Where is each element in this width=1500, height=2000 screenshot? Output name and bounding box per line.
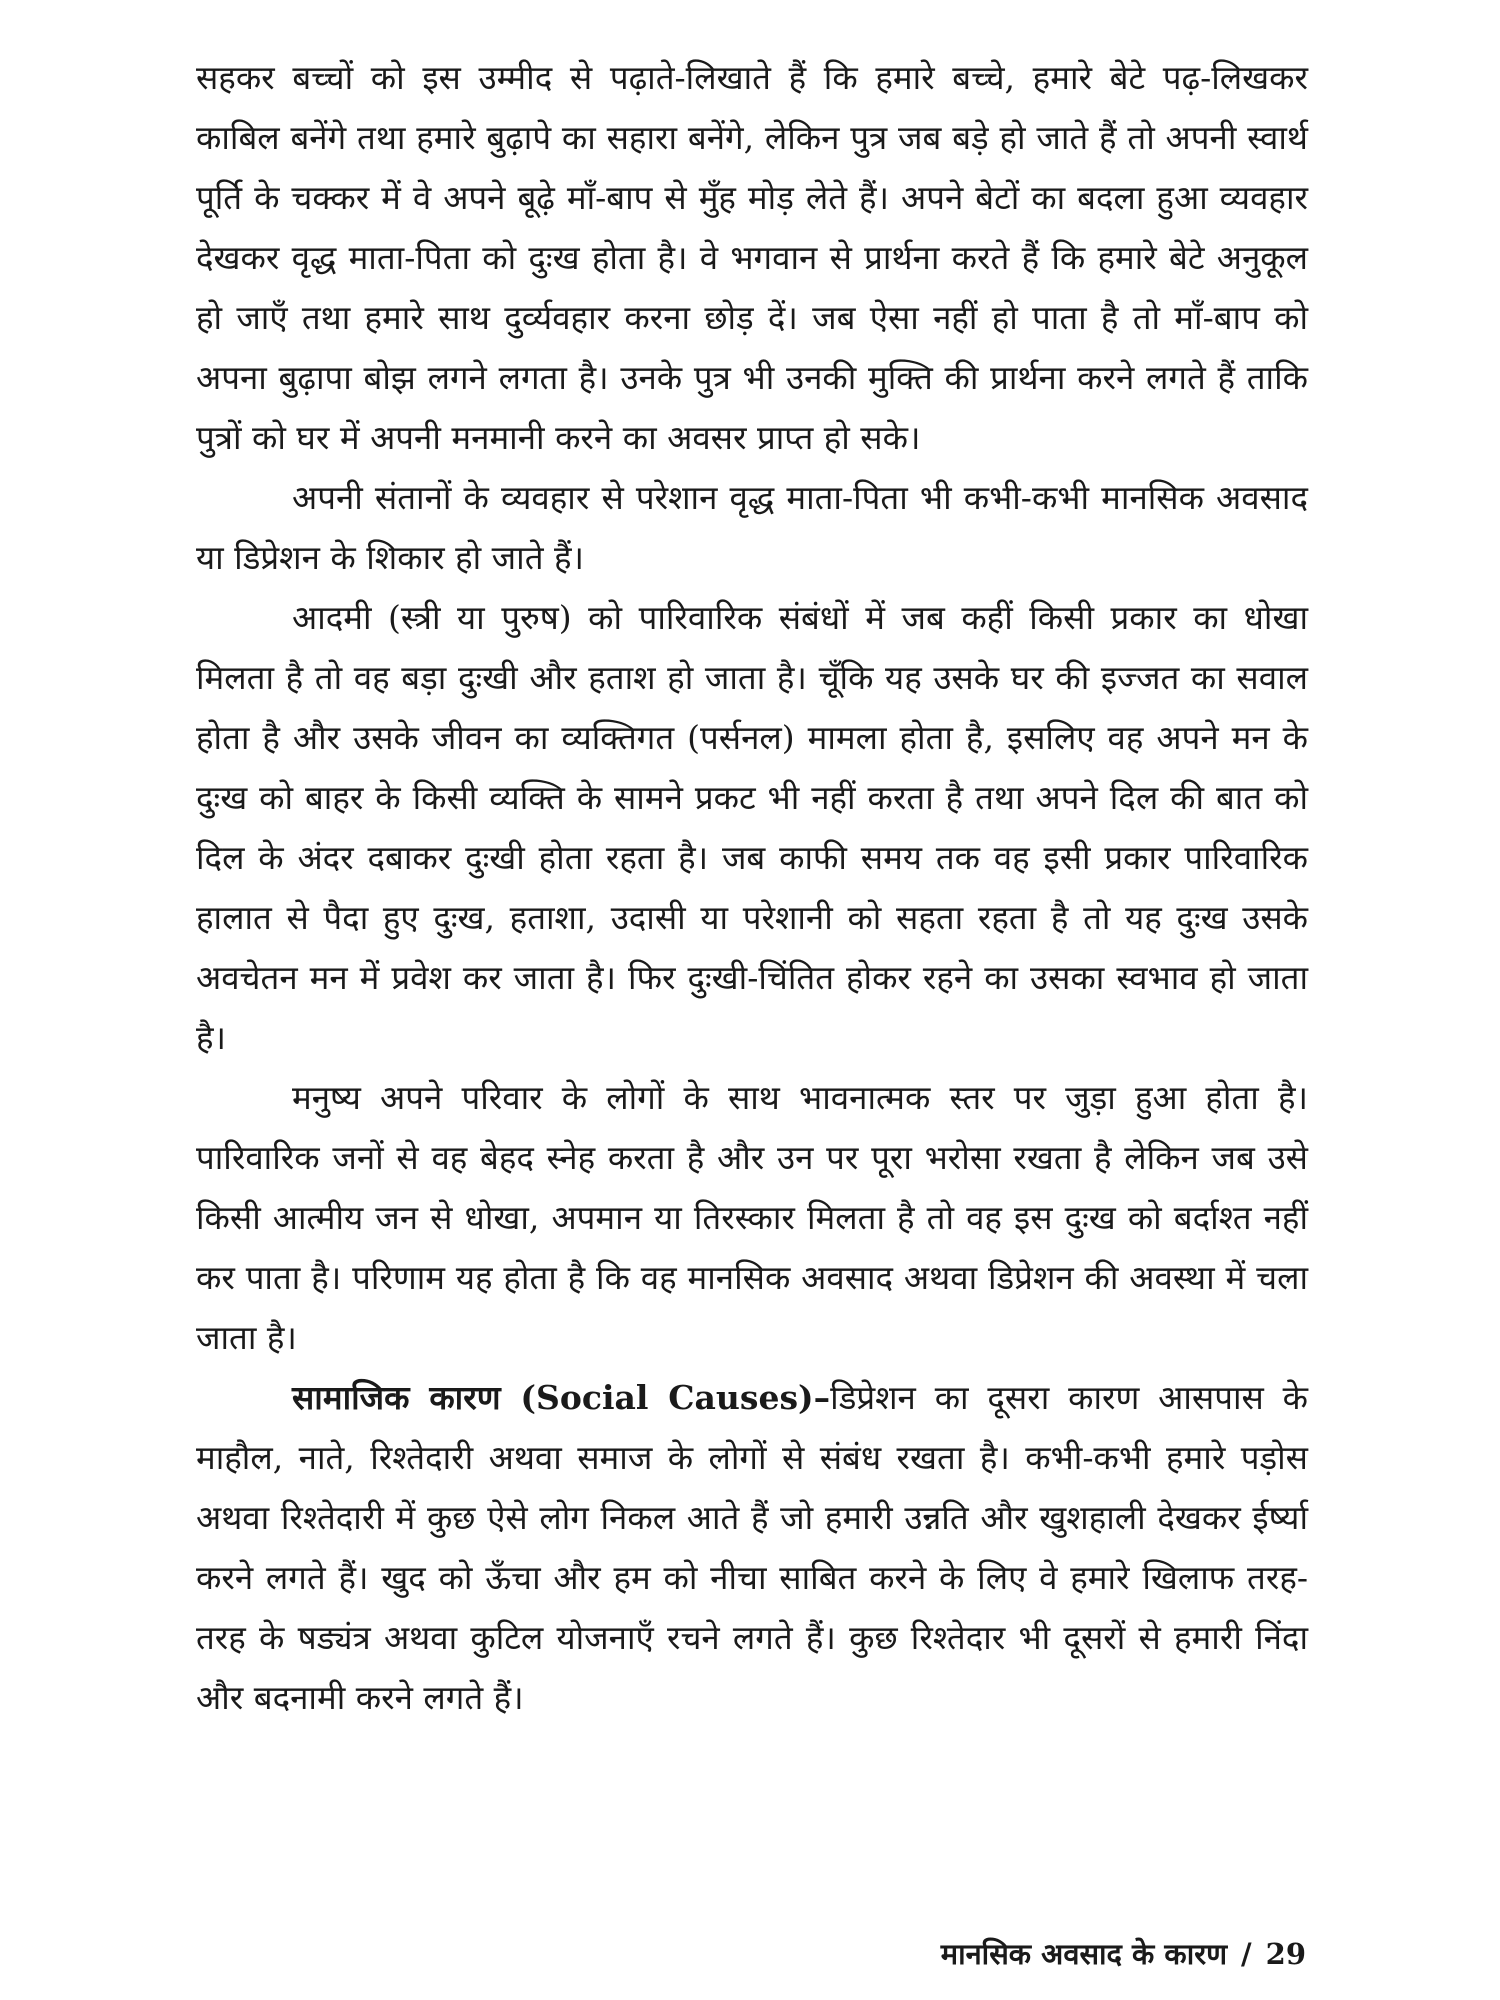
running-chapter-title: मानसिक अवसाद के कारण <box>940 1937 1228 1971</box>
section-heading-social-causes: सामाजिक कारण (Social Causes) <box>292 1378 814 1417</box>
page-body <box>196 48 1308 1728</box>
page-number: 29 <box>1265 1937 1306 1971</box>
heading-dash: – <box>813 1378 831 1417</box>
paragraph-social-causes <box>196 1368 1308 1728</box>
paragraph-elderly-parents: अपनी संतानों के व्यवहार से परेशान वृद्ध माता-पिता भी कभी-कभी मानसिक अवसाद या डिप्रेशन के शिकार हो जाते हैं। <box>196 478 1308 577</box>
social-causes-text: डिप्रेशन का दूसरा कारण आसपास के माहौल, नाते, रिश्तेदारी अथवा समाज के लोगों से संबंध रखता है। कभी-कभी हमारे पड़ोस अथवा रिश्तेदारी में कुछ ऐसे लोग निकल आते हैं जो हमारी उन्नति और खुशहाली देखकर ईर्ष्या करने लगते हैं। खुद को ऊँचा और हम को नीचा साबित करने के लिए वे हमारे खिलाफ तरह-तरह के षड्यंत्र अथवा कुटिल योजनाएँ रचने लगते हैं। कुछ रिश्तेदार भी दूसरों से हमारी निंदा और बदनामी करने लगते हैं। <box>196 1378 1308 1717</box>
paragraph-emotional-bond: मनुष्य अपने परिवार के लोगों के साथ भावनात्मक स्तर पर जुड़ा हुआ होता है। पारिवारिक जनों से वह बेहद स्नेह करता है और उन पर पूरा भरोसा रखता है लेकिन जब उसे किसी आत्मीय जन से धोखा, अपमान या तिरस्कार मिलता है तो वह इस दुःख को बर्दाश्त नहीं कर पाता है। परिणाम यह होता है कि वह मानसिक अवसाद अथवा डिप्रेशन की अवस्था में चला जाता है। <box>196 1078 1308 1357</box>
paragraph-continuation: सहकर बच्चों को इस उम्मीद से पढ़ाते-लिखाते हैं कि हमारे बच्चे, हमारे बेटे पढ़-लिखकर काबिल बनेंगे तथा हमारे बुढ़ापे का सहारा बनेंगे, लेकिन पुत्र जब बड़े हो जाते हैं तो अपनी स्वार्थ पूर्ति के चक्कर में वे अपने बूढ़े माँ-बाप से मुँह मोड़ लेते हैं। अपने बेटों का बदला हुआ व्यवहार देखकर वृद्ध माता-पिता को दुःख होता है। वे भगवान से प्रार्थना करते हैं कि हमारे बेटे अनुकूल हो जाएँ तथा हमारे साथ दुर्व्यवहार करना छोड़ दें। जब ऐसा नहीं हो पाता है तो माँ-बाप को अपना बुढ़ापा बोझ लगने लगता है। उनके पुत्र भी उनकी मुक्ति की प्रार्थना करने लगते हैं ताकि पुत्रों को घर में अपनी मनमानी करने का अवसर प्राप्त हो सके। <box>196 58 1308 457</box>
paragraph-family-betrayal: आदमी (स्त्री या पुरुष) को पारिवारिक संबंधों में जब कहीं किसी प्रकार का धोखा मिलता है तो वह बड़ा दुःखी और हताश हो जाता है। चूँकि यह उसके घर की इज्जत का सवाल होता है और उसके जीवन का व्यक्तिगत (पर्सनल) मामला होता है, इसलिए वह अपने मन के दुःख को बाहर के किसी व्यक्ति के सामने प्रकट भी नहीं करता है तथा अपने दिल की बात को दिल के अंदर दबाकर दुःखी होता रहता है। जब काफी समय तक वह इसी प्रकार पारिवारिक हालात से पैदा हुए दुःख, हताशा, उदासी या परेशानी को सहता रहता है तो यह दुःख उसके अवचेतन मन में प्रवेश कर जाता है। फिर दुःखी-चिंतित होकर रहने का उसका स्वभाव हो जाता है। <box>196 598 1308 1057</box>
page-footer <box>941 1934 1306 1973</box>
footer-separator: / <box>1241 1937 1252 1971</box>
